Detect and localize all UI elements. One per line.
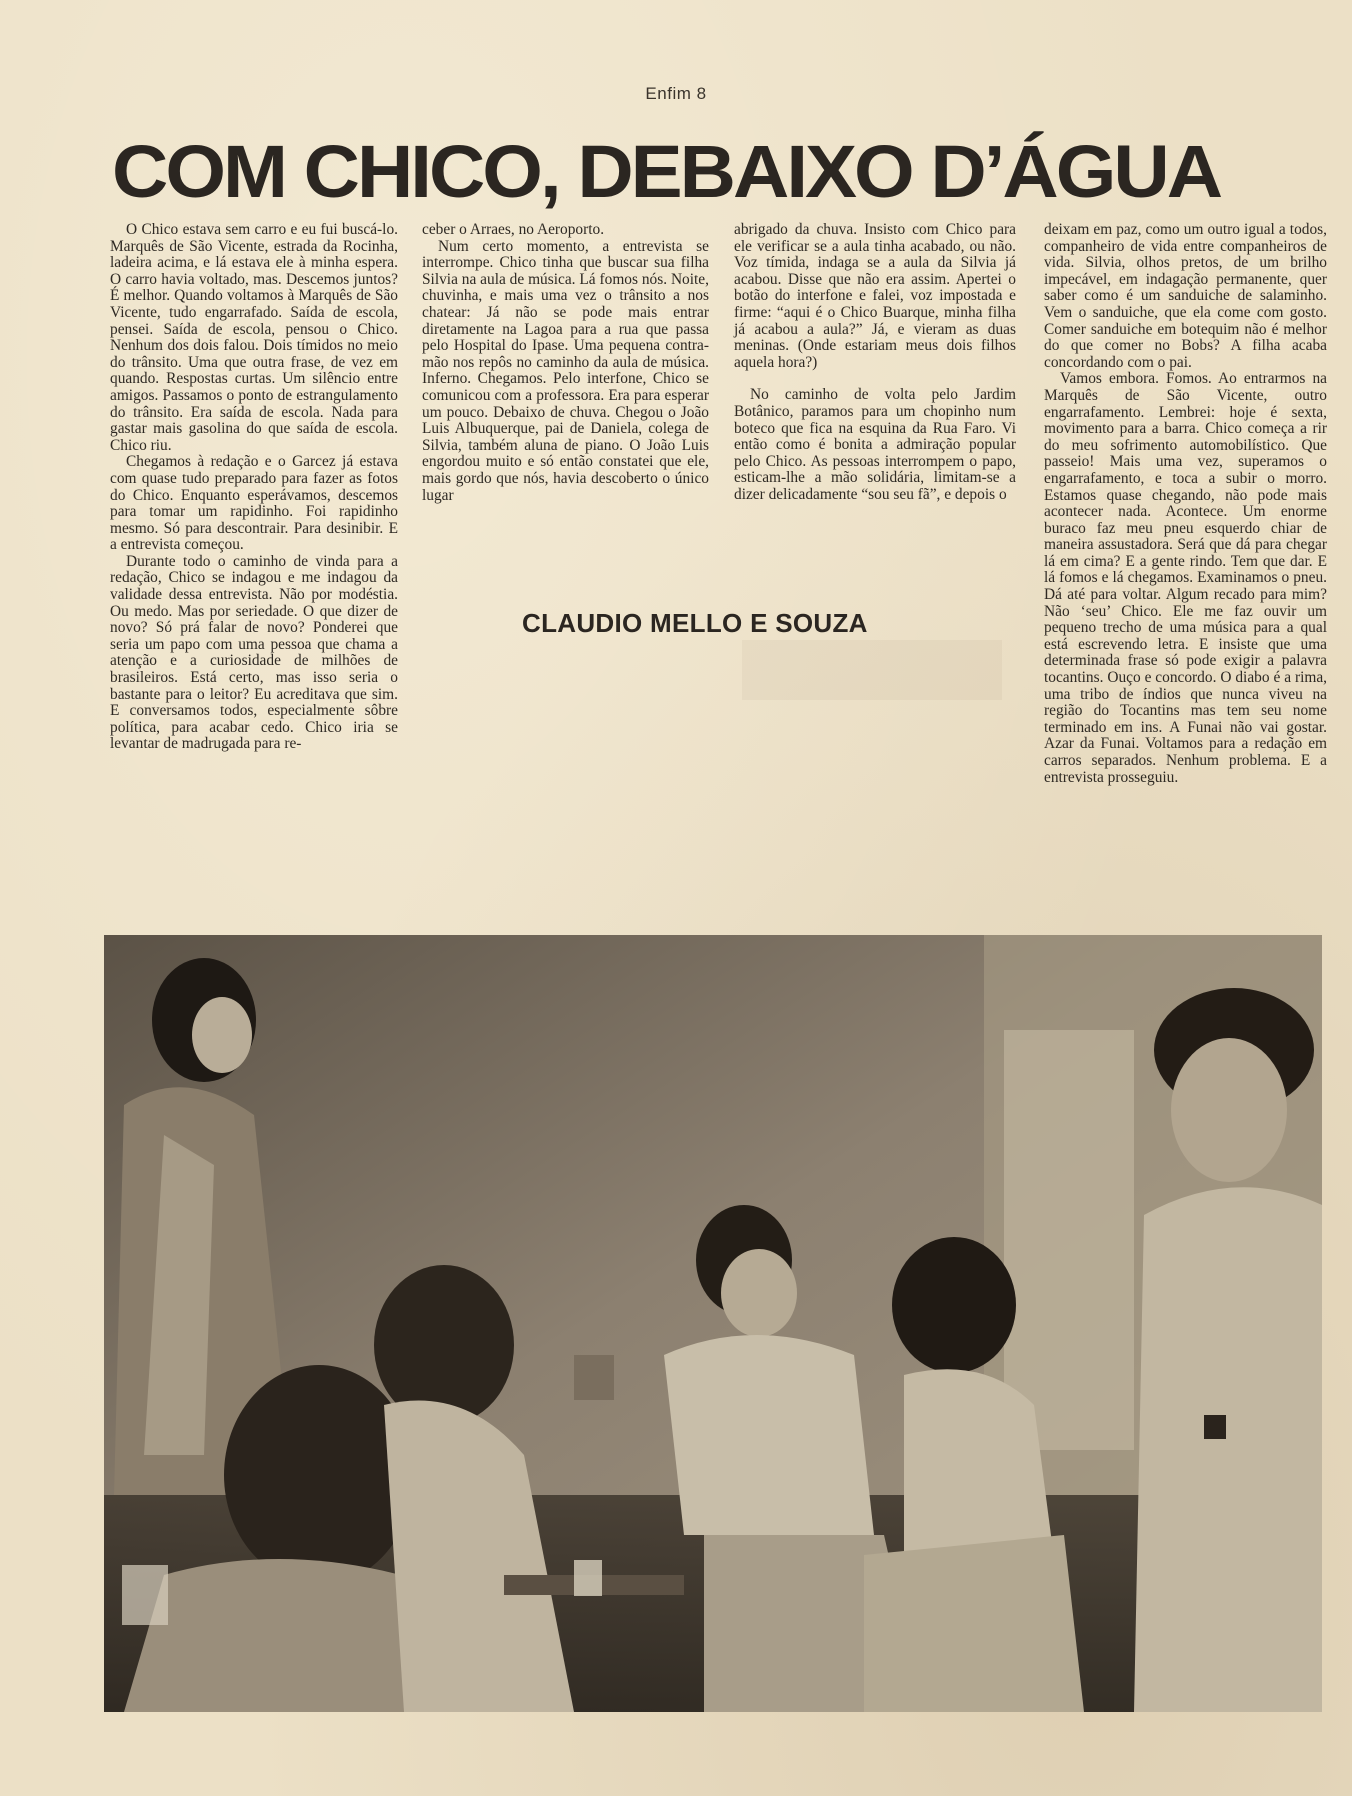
paragraph: deixam em paz, como um outro igual a todos, companheiro de vida entre companheiros de vida. Silvia, olhos pretos, de um brilho impecável, em indagação permanente, quer saber como é um sanduiche de salaminho. Vem o sanduiche, que ela come com gosto. Comer sanduiche em botequim não é melhor do que comer no Bobs? A filha acaba concordando com o pai. [1044,221,1327,371]
article-column-2 [422,222,709,504]
paragraph: No caminho de volta pelo Jardim Botânico, paramos para um chopinho num boteco que fica na esquina da Rua Faro. Vi então como é bonita a admiração popular pelo Chico. As pessoas interrompem o papo, esticam-lhe a mão solidária, limitam-se a dizer delicadamente “sou seu fã”, e depois o [734,386,1016,503]
article-column-4 [1044,222,1327,786]
paragraph: Chegamos à redação e o Garcez já estava com quase tudo preparado para fazer as fotos do Chico. Enquanto esperávamos, descemos para tomar um rapidinho. Foi rapidinho mesmo. Só para descontrair. Para desinibir. E a entrevista começou. [110,453,398,554]
group-photo [104,935,1322,1712]
paragraph: ceber o Arraes, no Aeroporto. [422,221,605,238]
paragraph: abrigado da chuva. Insisto com Chico para ele verificar se a aula tinha acabado, ou não. Voz tímida, indaga se a aula da Silvia já acabou. Disse que não era assim. Apertei o botão do interfone e falei, voz impostada e firme: “aqui é o Chico Buarque, minha filha já acabou a aula?” Já, e vieram as duas meninas. (Onde estariam meus dois filhos aquela hora?) [734,221,1016,371]
page-folio: Enfim 8 [645,84,707,103]
article-column-3 [734,222,1016,504]
ghost-bleedthrough [742,640,1002,700]
paragraph: Num certo momento, a entrevista se interrompe. Chico tinha que buscar sua filha Silvia na aula de música. Lá fomos nós. Noite, chuvinha, e mais uma vez o trânsito a nos chatear: Já não se pode mais entrar diretamente na Lagoa para a rua que passa pelo Hospital do Ipase. Uma pequena contra-mão nos repôs no caminho da aula de música. Inferno. Chegamos. Pelo interfone, Chico se comunicou com a professora. Era para esperar um pouco. Debaixo de chuva. Chegou o João Luis Albuquerque, pai de Daniela, colega de Silvia, também aluna de piano. O João Luis engordou muito e só então constatei que ele, mais gordo que nós, havia descoberto o único lugar [422,237,709,504]
group-photo-image [104,935,1322,1712]
paragraph: Vamos embora. Fomos. Ao entrarmos na Marquês de São Vicente, outro engarrafamento. Lembrei: hoje é sexta, movimento para a barra. Chico começa a rir do meu sofrimento automobilístico. Que passeio! Mais uma vez, superamos o engarrafamento, e toca a subir o morro. Estamos quase chegando, não pode mais acontecer nada. Acontece. Um enorme buraco faz meu pneu esquerdo chiar de maneira assustadora. Será que dá para chegar lá em cima? E a gente rindo. Tem que dar. E lá fomos e lá chegamos. Examinamos o pneu. Dá até para voltar. Algum recado para mim? Não ‘seu’ Chico. Ele me faz ouvir um pequeno trecho de uma música para a qual está escrevendo letra. E insiste que uma determinada frase só pode exigir a palavra tocantins. Ouço e concordo. O diabo é a rima, uma tribo de índios que nunca viveu na região do Tocantins mas tem seu nome terminado em ins. A Funai não vai gostar. Azar da Funai. Voltamos para a redação em carros separados. Nenhum problema. E a entrevista prosseguiu. [1044,370,1327,786]
article-column-1 [110,222,398,753]
article-byline: CLAUDIO MELLO E SOUZA [522,608,868,638]
paragraph: Durante todo o caminho de vinda para a redação, Chico se indagou e me indagou da validade dessa entrevista. Não por modéstia. Ou medo. Mas por seriedade. O que dizer de novo? Só prá falar de novo? Ponderei que seria um papo com uma pessoa que chama a atenção e a curiosidade de milhões de brasileiros. Está certo, mas isso seria o bastante para o leitor? Eu acreditava que sim. E conversamos todos, especialmente sôbre política, para acabar cedo. Chico iria se levantar de madrugada para re- [110,552,398,753]
article-headline: COM CHICO, DEBAIXO D’ÁGUA [112,129,1221,214]
paragraph: O Chico estava sem carro e eu fui buscá-lo. Marquês de São Vicente, estrada da Rocinha, ladeira acima, e lá estava ele à minha espera. O carro havia voltado, mas. Descemos juntos? É melhor. Quando voltamos à Marquês de São Vicente, tudo engarrafado. Saída de escola, pensei. Saída de escola, pensou o Chico. Nenhum dos dois falou. Dois tímidos no meio do trânsito. Uma que outra frase, de vez em quando. Respostas curtas. Um silêncio entre amigos. Passamos o ponto de estrangulamento do trânsito. Era saída de escola. Nada para gastar mais gasolina do que saída de escola. Chico riu. [110,221,398,454]
